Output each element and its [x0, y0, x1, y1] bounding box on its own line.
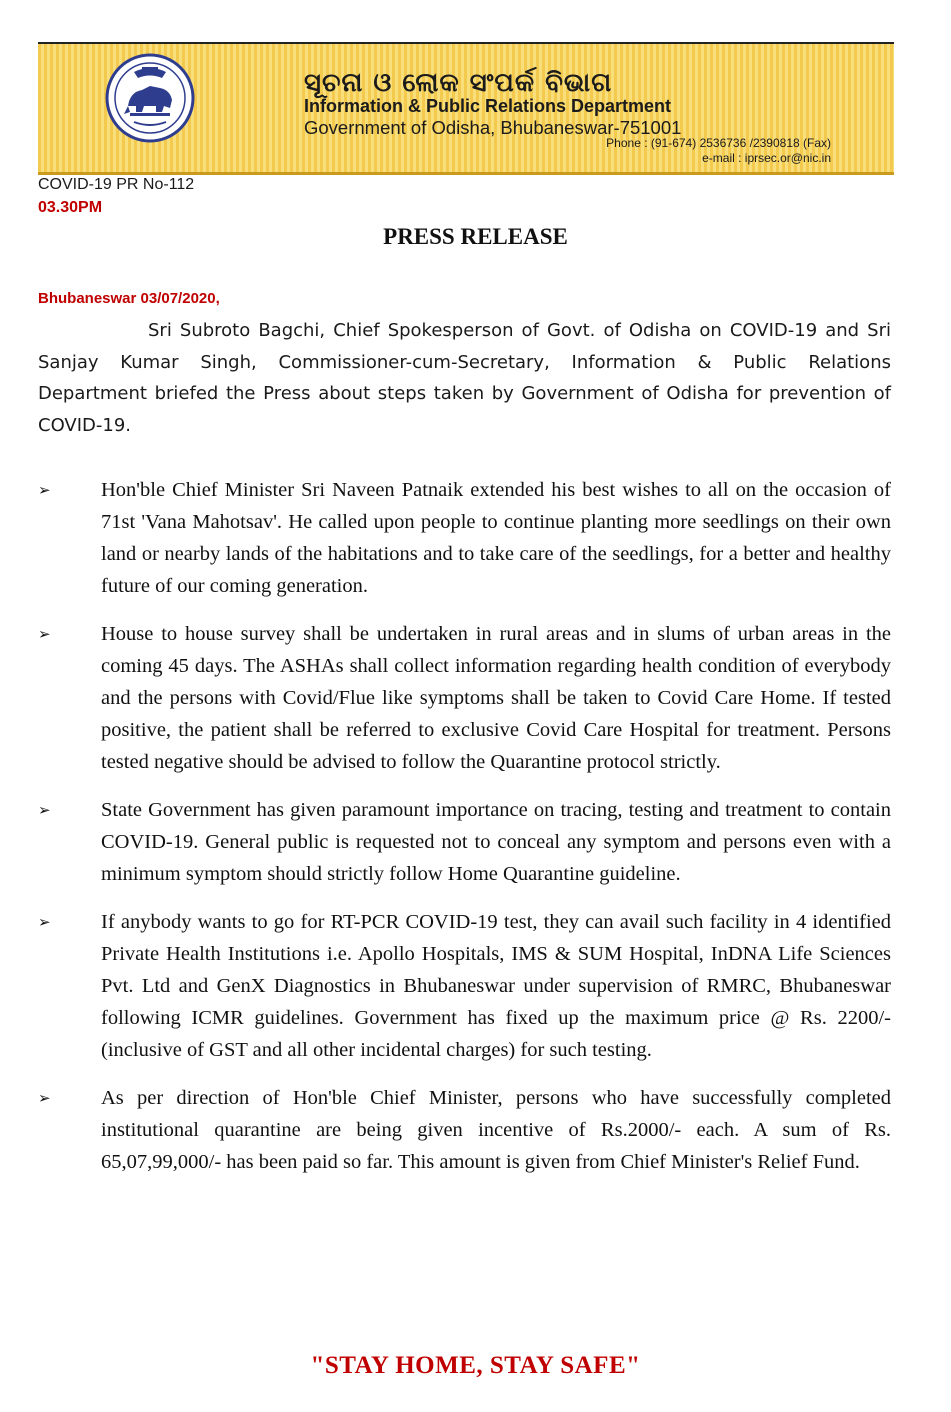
phone-line: Phone : (91-674) 2536736 /2390818 (Fax) [606, 136, 831, 150]
list-item-text: If anybody wants to go for RT-PCR COVID-19 test, they can avail such facility in 4 identified Private Health Institutions i.e. Apollo Hospitals, IMS & SUM Hospital, InDNA Life Sciences Pvt. Ltd and GenX Diagnostics in Bhubaneswar under supervision of RMRC, Bhubaneswar following ICMR guidelines. Government has fixed up the maximum price @ Rs. 2200/-(inclusive of GST and all other incidental charges) for such testing. [101, 911, 891, 1061]
page-title: PRESS RELEASE [383, 224, 568, 249]
arrow-bullet-icon: ➢ [38, 625, 51, 643]
arrow-bullet-icon: ➢ [38, 1089, 51, 1107]
dateline: Bhubaneswar 03/07/2020, [38, 290, 220, 307]
department-name: Information & Public Relations Department [304, 96, 672, 116]
press-release-number: COVID-19 PR No-112 [38, 176, 195, 193]
department-name-odia: ସୂଚନା ଓ ଲୋକ ସଂପର୍କ ବିଭାଗ [304, 68, 613, 98]
letterhead-underline [38, 172, 894, 175]
list-item [38, 906, 891, 1066]
footer-slogan: "STAY HOME, STAY SAFE" [310, 1352, 641, 1379]
bullet-list [38, 474, 891, 1178]
intro-paragraph: Sri Subroto Bagchi, Chief Spokesperson of Govt. of Odisha on COVID-19 and Sri Sanjay Kumar Singh, Commissioner-cum-Secretary, Information & Public Relations Department briefed the Press about steps taken by Government of Odisha for prevention of COVID-19. [38, 320, 891, 436]
list-item [38, 618, 891, 778]
government-address: Government of Odisha, Bhubaneswar-751001 [304, 117, 682, 138]
list-item [38, 794, 891, 890]
release-time: 03.30PM [38, 199, 103, 216]
list-item [38, 474, 891, 602]
list-item [38, 1082, 891, 1178]
arrow-bullet-icon: ➢ [38, 801, 51, 819]
arrow-bullet-icon: ➢ [38, 913, 51, 931]
odisha-emblem-icon [104, 52, 196, 144]
list-item-text: As per direction of Hon'ble Chief Minister, persons who have successfully completed institutional quarantine are being given incentive of Rs.2000/- each. A sum of Rs. 65,07,99,000/- has been paid so far. This amount is given from Chief Minister's Relief Fund. [101, 1087, 891, 1173]
list-item-text: State Government has given paramount importance on tracing, testing and treatment to contain COVID-19. General public is requested not to conceal any symptom and persons even with a minimum symptom should strictly follow Home Quarantine guideline. [101, 799, 891, 885]
list-item-text: House to house survey shall be undertaken in rural areas and in slums of urban areas in the coming 45 days. The ASHAs shall collect information regarding health condition of everybody and the persons with Covid/Flue like symptoms shall be taken to Covid Care Home. If tested positive, the patient shall be referred to exclusive Covid Care Hospital for treatment. Persons tested negative should be advised to follow the Quarantine protocol strictly. [101, 623, 891, 773]
arrow-bullet-icon: ➢ [38, 481, 51, 499]
email-line: e-mail : iprsec.or@nic.in [702, 151, 831, 165]
list-item-text: Hon'ble Chief Minister Sri Naveen Patnaik extended his best wishes to all on the occasion of 71st 'Vana Mahotsav'. He called upon people to continue planting more seedlings on their own land or nearby lands of the habitations and to take care of the seedlings, for a better and healthy future of our coming generation. [101, 479, 891, 597]
